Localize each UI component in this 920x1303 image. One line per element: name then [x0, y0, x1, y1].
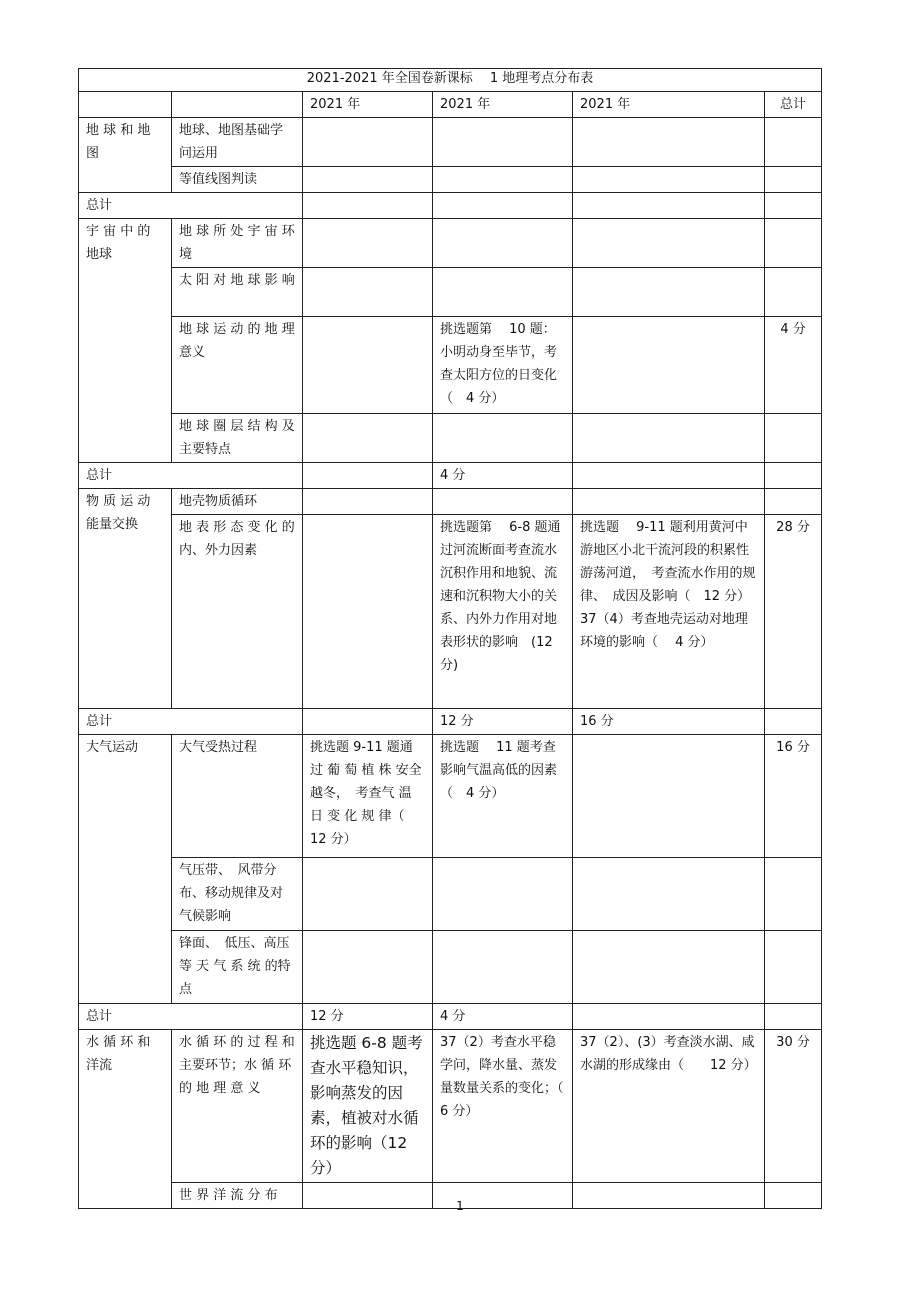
detail-cell: 挑选题 11 题考查影响气温高低的因素（ 4 分）	[433, 735, 573, 858]
total-cell: 16 分	[765, 735, 822, 858]
table-row	[79, 268, 822, 317]
topic-cell: 气压带、 风带分布、移动规律及对气候影响	[172, 858, 303, 931]
table-row	[79, 735, 822, 858]
header-row	[79, 92, 822, 118]
detail-cell: 挑选题第 10 题：小明动身至毕节，考查太阳方位的日变化（ 4 分）	[433, 317, 573, 414]
subtotal-row	[79, 1004, 822, 1030]
category-earth-map: 地 球 和 地 图	[79, 118, 172, 193]
topic-cell: 地 球 圈 层 结 构 及主要特点	[172, 414, 303, 463]
category-water: 水 循 环 和 洋流	[79, 1030, 172, 1209]
total-cell: 30 分	[765, 1030, 822, 1183]
detail-text: 37（4）考查地壳运动对地理环境的影响（ 4 分）	[580, 612, 748, 650]
total-cell: 4 分	[765, 317, 822, 414]
detail-cell: 挑选题第 6-8 题通过河流断面考查流水沉积作用和地貌、流速和沉积物大小的关系、内外力作用对地表形状的影响 (12 分)	[433, 515, 573, 709]
table-title: 2021-2021 年全国卷新课标 1 地理考点分布表	[79, 69, 822, 92]
detail-cell: 挑选题 9-11 题通 过 葡 萄 植 株 安全越冬， 考查气 温 日 变 化 规 律（ 12 分）	[303, 735, 433, 858]
topic-cell: 大气受热过程	[172, 735, 303, 858]
category-universe: 宇 宙 中 的 地球	[79, 219, 172, 463]
header-category	[79, 92, 172, 118]
topic-cell: 地 表 形 态 变 化 的内、外力因素	[172, 515, 303, 709]
subtotal-value: 12 分	[433, 709, 573, 735]
subtotal-row	[79, 709, 822, 735]
subtotal-value: 16 分	[573, 709, 765, 735]
subtotal-value: 12 分	[303, 1004, 433, 1030]
topic-cell: 地壳物质循环	[172, 489, 303, 515]
header-year-1: 2021 年	[303, 92, 433, 118]
topic-cell: 锋面、 低压、高压 等 天 气 系 统 的特点	[172, 931, 303, 1004]
detail-text: 挑选题 9-11 题利用黄河中游地区小北干流河段的积累性游荡河道， 考查流水作用的规律、 成因及影响（ 12 分）	[580, 520, 756, 604]
subtotal-label: 总计	[79, 709, 303, 735]
table-row	[79, 489, 822, 515]
table-row	[79, 858, 822, 931]
table-row	[79, 515, 822, 709]
table-row	[79, 317, 822, 414]
category-material: 物 质 运 动 能量交换	[79, 489, 172, 709]
header-total: 总计	[765, 92, 822, 118]
exam-distribution-table	[78, 68, 822, 1209]
header-year-2: 2021 年	[433, 92, 573, 118]
table-row	[79, 118, 822, 167]
subtotal-label: 总计	[79, 1004, 303, 1030]
subtotal-row	[79, 463, 822, 489]
subtotal-label: 总计	[79, 463, 303, 489]
detail-cell: 37（2）、(3）考查淡水湖、咸水湖的形成缘由（ 12 分）	[573, 1030, 765, 1183]
table-row	[79, 1030, 822, 1183]
header-year-3: 2021 年	[573, 92, 765, 118]
header-topic	[172, 92, 303, 118]
total-cell: 28 分	[765, 515, 822, 709]
category-atmosphere: 大气运动	[79, 735, 172, 1004]
topic-cell: 地球、地图基础学问运用	[172, 118, 303, 167]
topic-cell: 地 球 所 处 宇 宙 环境	[172, 219, 303, 268]
topic-cell: 太 阳 对 地 球 影 响	[172, 268, 303, 317]
topic-cell: 水 循 环 的 过 程 和主要环节；水 循 环 的 地 理 意 义	[172, 1030, 303, 1183]
table-row	[79, 931, 822, 1004]
detail-cell: 挑选题 6-8 题考查水平稳知识，影响蒸发的因素，植被对水循环的影响（12 分）	[303, 1030, 433, 1183]
subtotal-row	[79, 193, 822, 219]
table-row	[79, 167, 822, 193]
detail-cell: 37（2）考查水平稳学问，降水量、蒸发量数量关系的变化；（ 6 分）	[433, 1030, 573, 1183]
topic-cell: 世 界 洋 流 分 布	[172, 1183, 303, 1209]
topic-cell: 地 球 运 动 的 地 理意义	[172, 317, 303, 414]
subtotal-label: 总计	[79, 193, 303, 219]
subtotal-value: 4 分	[433, 463, 573, 489]
subtotal-value: 4 分	[433, 1004, 573, 1030]
detail-cell	[573, 515, 765, 709]
page-number: 1	[456, 1199, 464, 1213]
table-row	[79, 414, 822, 463]
table-row	[79, 219, 822, 268]
topic-cell: 等值线图判读	[172, 167, 303, 193]
